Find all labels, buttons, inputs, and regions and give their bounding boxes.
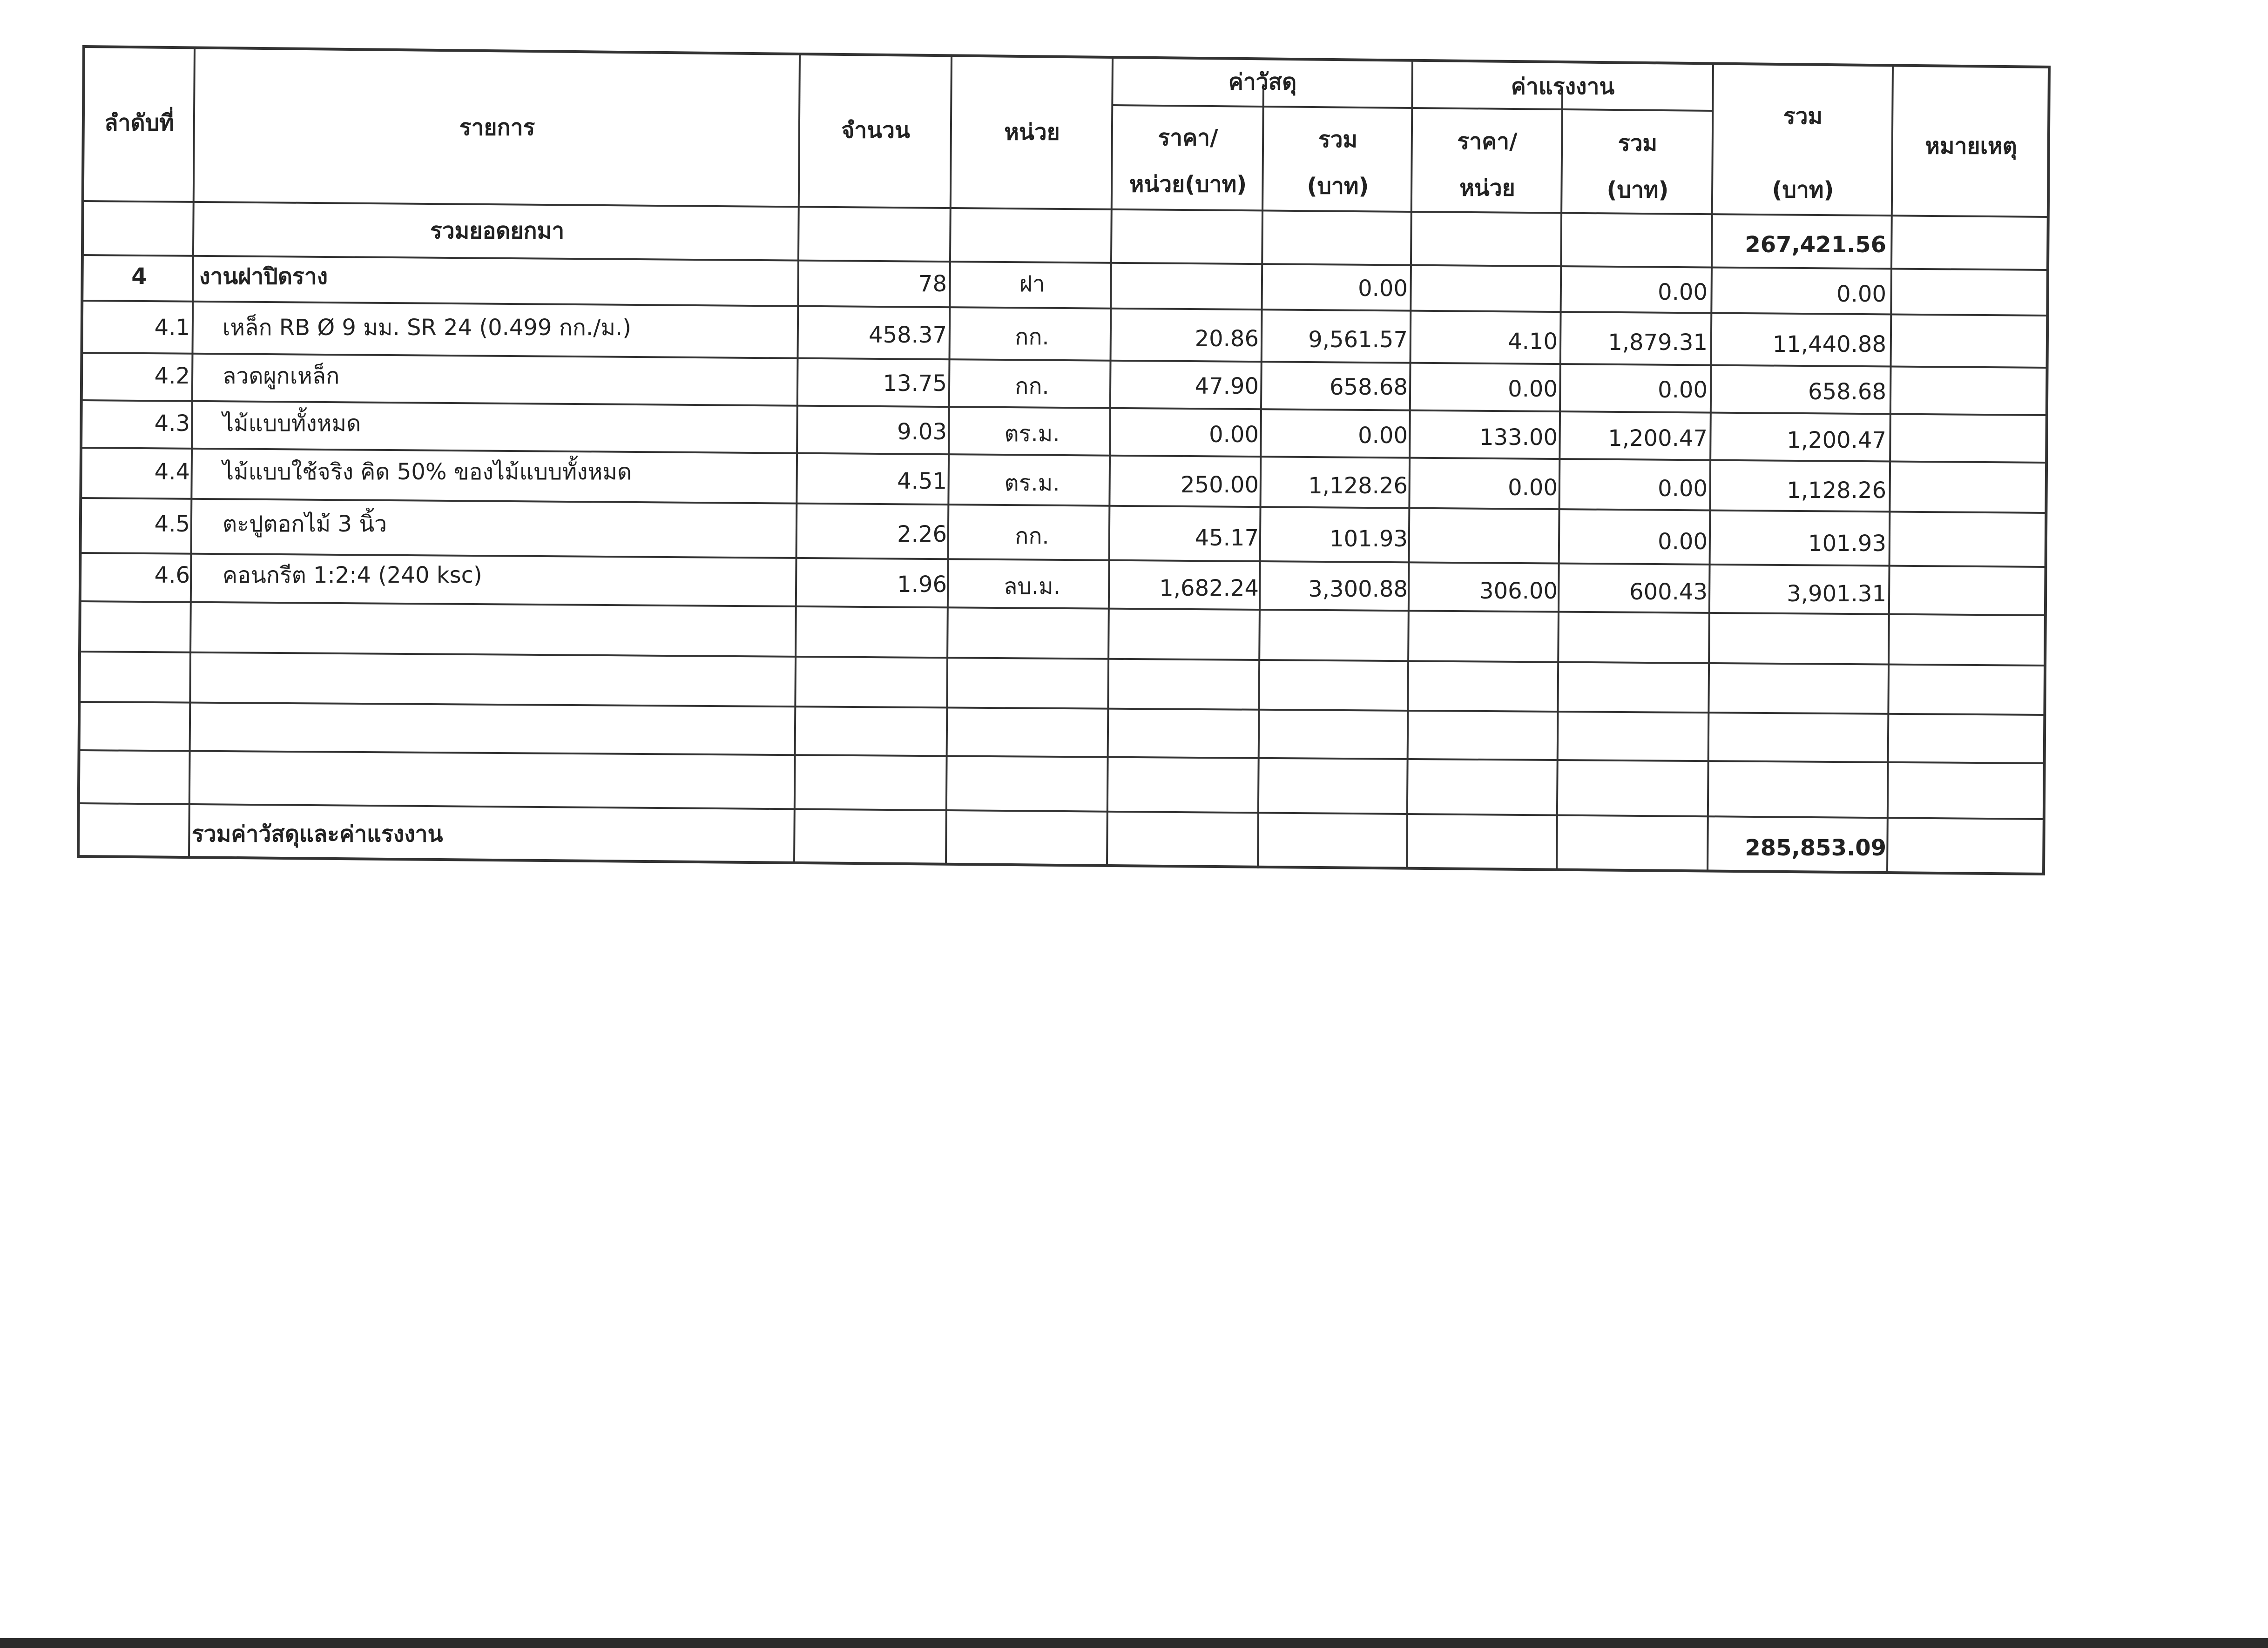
row-4-6-unit: ลบ.ม. <box>1003 573 1061 599</box>
row-4-3-item: ไม้แบบทั้งหมด <box>223 410 361 437</box>
row-4-5-mat-sum: 101.93 <box>1330 526 1408 552</box>
row-4-4-lab-price: 0.00 <box>1508 475 1558 501</box>
row-4-1-mat-sum: 9,561.57 <box>1308 327 1408 353</box>
row-4-3-total: 1,200.47 <box>1787 427 1886 453</box>
header-lab-sum-1: รวม <box>1618 130 1658 156</box>
row-4-mat-sum: 0.00 <box>1358 276 1408 302</box>
row-4-unit: ฝา <box>1019 271 1045 297</box>
row-4-4-qty: 4.51 <box>897 468 947 494</box>
row-4-no: 4 <box>131 263 147 289</box>
row-4-4-total: 1,128.26 <box>1787 478 1886 504</box>
row-4-1-qty: 458.37 <box>869 322 947 348</box>
row-4-1-unit: กก. <box>1015 324 1049 350</box>
header-lab-price-1: ราคา/ <box>1457 128 1518 155</box>
carried-forward-total: 267,421.56 <box>1745 232 1886 258</box>
header-mat-price-1: ราคา/ <box>1158 125 1218 151</box>
row-4-5-no: 4.5 <box>154 511 190 537</box>
header-material: ค่าวัสดุ <box>1228 69 1297 95</box>
row-4-1-no: 4.1 <box>154 315 190 341</box>
row-4-2-no: 4.2 <box>154 363 190 389</box>
row-4-3-lab-sum: 1,200.47 <box>1608 425 1708 451</box>
row-4-item: งานฝาปิดราง <box>199 263 328 289</box>
row-4-2-item: ลวดผูกเหล็ก <box>223 363 340 389</box>
row-4-6-item: คอนกรีต 1:2:4 (240 ksc) <box>223 562 482 588</box>
row-4-total: 0.00 <box>1836 281 1886 307</box>
row-4-1-mat-price: 20.86 <box>1195 326 1259 352</box>
row-4-2-total: 658.68 <box>1808 379 1886 405</box>
carried-forward-label: รวมยอดยกมา <box>430 218 565 244</box>
row-4-6-mat-price: 1,682.24 <box>1159 575 1259 601</box>
row-4-4-unit: ตร.ม. <box>1004 470 1060 496</box>
header-item: รายการ <box>459 114 535 141</box>
row-4-5-qty: 2.26 <box>897 521 947 547</box>
header-mat-sum-1: รวม <box>1318 127 1358 153</box>
row-4-3-unit: ตร.ม. <box>1004 421 1060 447</box>
header-total-1: รวม <box>1783 103 1823 129</box>
header-labor: ค่าแรงงาน <box>1511 74 1615 100</box>
row-4-6-qty: 1.96 <box>897 572 947 598</box>
row-4-3-mat-price: 0.00 <box>1209 422 1259 448</box>
row-4-2-lab-price: 0.00 <box>1508 376 1558 402</box>
row-4-5-mat-price: 45.17 <box>1195 525 1259 551</box>
row-4-3-qty: 9.03 <box>897 419 947 445</box>
header-lab-sum-2: (บาท) <box>1606 177 1669 203</box>
header-lab-price-2: หน่วย <box>1459 175 1515 201</box>
row-4-4-item: ไม้แบบใช้จริง คิด 50% ของไม้แบบทั้งหมด <box>223 459 632 485</box>
header-seq: ลำดับที่ <box>104 110 174 136</box>
row-4-2-mat-price: 47.90 <box>1195 373 1259 399</box>
row-4-3-mat-sum: 0.00 <box>1358 423 1408 449</box>
header-qty: จำนวน <box>841 117 910 143</box>
header-remark: หมายเหตุ <box>1925 133 2017 159</box>
header-mat-sum-2: (บาท) <box>1307 173 1369 199</box>
row-4-6-lab-price: 306.00 <box>1479 578 1558 604</box>
row-4-2-unit: กก. <box>1015 373 1049 399</box>
row-4-3-lab-price: 133.00 <box>1479 424 1558 451</box>
row-4-4-mat-price: 250.00 <box>1181 472 1259 498</box>
row-4-4-mat-sum: 1,128.26 <box>1308 473 1408 499</box>
row-4-4-lab-sum: 0.00 <box>1658 476 1708 502</box>
row-4-5-lab-sum: 0.00 <box>1658 529 1708 555</box>
row-4-5-unit: กก. <box>1015 523 1049 549</box>
row-4-2-lab-sum: 0.00 <box>1658 377 1708 403</box>
row-4-6-total: 3,901.31 <box>1787 581 1886 607</box>
row-4-6-lab-sum: 600.43 <box>1629 579 1708 605</box>
row-4-6-mat-sum: 3,300.88 <box>1308 576 1408 602</box>
row-4-lab-sum: 0.00 <box>1658 279 1708 305</box>
grand-total-value: 285,853.09 <box>1745 835 1886 861</box>
header-mat-price-2: หน่วย(บาท) <box>1129 171 1247 197</box>
row-4-2-qty: 13.75 <box>883 370 947 397</box>
row-4-2-mat-sum: 658.68 <box>1330 374 1408 400</box>
row-4-1-lab-price: 4.10 <box>1508 329 1558 355</box>
row-4-5-total: 101.93 <box>1808 531 1886 557</box>
grand-total-label: รวมค่าวัสดุและค่าแรงงาน <box>192 821 443 847</box>
row-4-1-total: 11,440.88 <box>1772 331 1886 357</box>
scan-edge-strip <box>0 1638 2268 1648</box>
row-4-1-item: เหล็ก RB Ø 9 มม. SR 24 (0.499 กก./ม.) <box>223 315 631 341</box>
row-4-1-lab-sum: 1,879.31 <box>1608 330 1708 356</box>
row-4-qty: 78 <box>918 271 947 297</box>
header-unit: หน่วย <box>1004 119 1060 145</box>
row-4-5-item: ตะปูตอกไม้ 3 นิ้ว <box>223 511 387 537</box>
row-4-6-no: 4.6 <box>154 562 190 588</box>
header-total-2: (บาท) <box>1772 177 1834 203</box>
row-4-3-no: 4.3 <box>154 410 190 437</box>
row-4-4-no: 4.4 <box>154 459 190 485</box>
